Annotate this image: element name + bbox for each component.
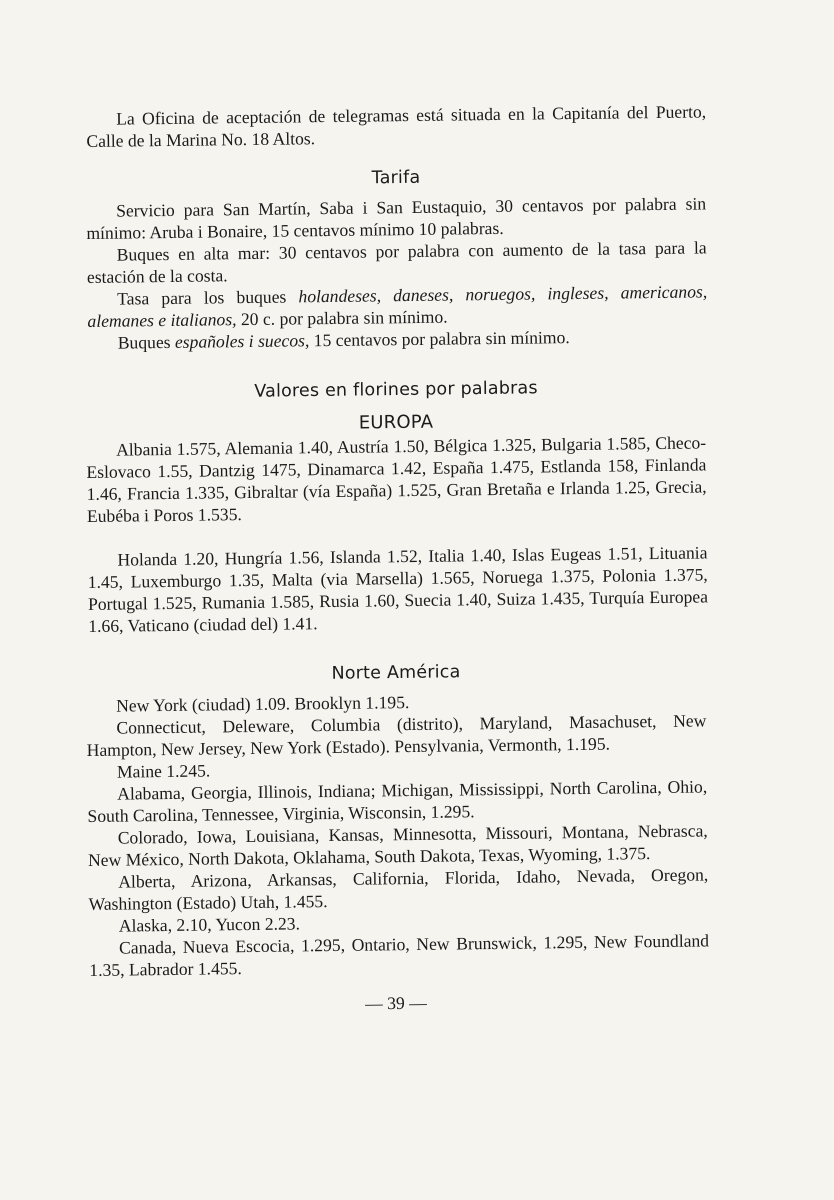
page-number: — 39 —	[365, 992, 427, 1014]
italic-run: holandeses, daneses, noruegos, ingleses, americanos, alemanes e italianos,	[87, 281, 708, 331]
text-run: Tasa para los buques	[117, 286, 299, 309]
europa-block	[86, 431, 708, 637]
norte-america-block	[86, 687, 709, 981]
norte-paragraph-7: Alaska, 2.10, Yucon 2.23.	[118, 913, 301, 936]
europa-paragraph-1: Albania 1.575, Alemania 1.40, Austría 1.50, Bélgica 1.325, Bulgaria 1.585, Checo-Eslovaco 1.55, Dantzig 1475, Dinamarca 1.42, España 1.475, Estlanda 158, Finlanda 1.46, Francia 1.335, Gibraltar (vía España) 1.525, Gran Bretaña e Irlanda 1.25, Grecia, Eubéba i Poros 1.535.	[86, 432, 707, 526]
tarifa-paragraph-1: Servicio para San Martín, Saba i San Eustaquio, 30 centavos por palabra sin mínimo: Aruba i Bonaire, 15 centavos mínimo 10 palabras.	[86, 193, 707, 243]
norte-paragraph-4: Alabama, Georgia, Illinois, Indiana; Michigan, Mississippi, North Carolina, Ohio, South Carolina, Tennessee, Virginia, Wisconsin, 1.295.	[87, 776, 708, 826]
tarifa-paragraph-2: Buques en alta mar: 30 centavos por palabra con aumento de la tasa para la estación de la costa.	[86, 237, 707, 287]
tarifa-paragraph-3	[87, 280, 707, 332]
norte-paragraph-8: Canada, Nueva Escocia, 1.295, Ontario, New Brunswick, 1.295, New Foundland 1.35, Labrador 1.455.	[89, 930, 710, 980]
intro-paragraph: La Oficina de aceptación de telegramas está situada en la Capitanía del Puerto, Calle de la Marina No. 18 Altos.	[86, 101, 707, 151]
text-run: 20 c. por palabra sin mínimo.	[236, 306, 448, 330]
tarifa-heading: Tarifa	[371, 167, 421, 189]
intro-block	[86, 100, 706, 152]
text-run: 15 centavos por palabra sin mínimo.	[309, 327, 570, 351]
text-run: Buques	[117, 331, 176, 353]
norte-paragraph-3: Maine 1.245.	[116, 760, 211, 782]
norte-paragraph-2: Connecticut, Deleware, Columbia (distrito), Maryland, Masachuset, New Hampton, New Jersey, New York (Estado). Pensylvania, Vermonth, 1.195.	[86, 710, 707, 760]
italic-run: españoles i suecos,	[174, 330, 310, 352]
norte-paragraph-1: New York (ciudad) 1.09. Brooklyn 1.195.	[116, 692, 410, 716]
europa-paragraph-2: Holanda 1.20, Hungría 1.56, Islanda 1.52, Italia 1.40, Islas Eugeas 1.51, Lituania 1.45, Luxemburgo 1.35, Malta (via Marsella) 1.565, Noruega 1.375, Polonia 1.375, Portugal 1.525, Rumania 1.585, Rusia 1.60, Suecia 1.40, Suiza 1.435, Turquía Europea 1.66, Vaticano (ciudad del) 1.41.	[87, 542, 709, 636]
norte-america-heading: Norte América	[331, 662, 461, 684]
tarifa-block	[86, 192, 708, 354]
valores-heading: Valores en florines por palabras	[254, 378, 538, 402]
europa-heading: EUROPA	[358, 411, 434, 434]
norte-paragraph-5: Colorado, Iowa, Louisiana, Kansas, Minnesotta, Missouri, Montana, Nebrasca, New México, North Dakota, Oklahama, South Dakota, Texas, Wyoming, 1.375.	[87, 820, 708, 870]
norte-paragraph-6: Alberta, Arizona, Arkansas, California, Florida, Idaho, Nevada, Oregon, Washington (Estado) Utah, 1.455.	[88, 864, 709, 914]
